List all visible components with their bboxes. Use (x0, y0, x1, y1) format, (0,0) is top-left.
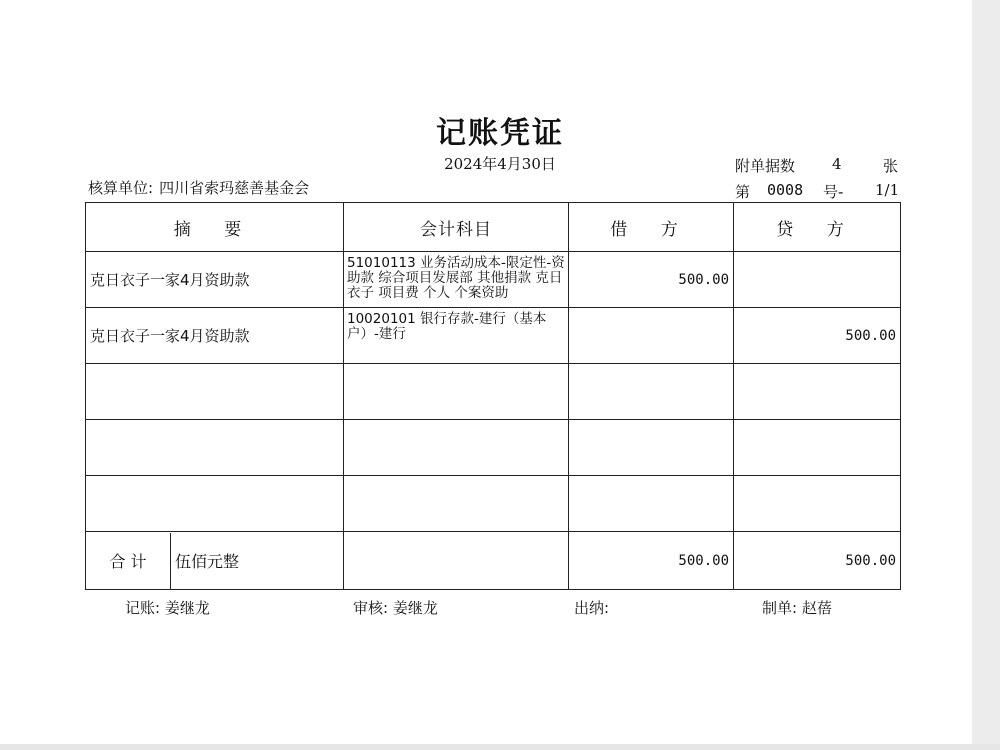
reviewer-name: 姜继龙 (392, 599, 438, 617)
row-debit (569, 364, 734, 420)
bookkeeper-label: 记账: (125, 599, 161, 617)
cashier-sign (574, 597, 609, 618)
attachments-label: 附单据数 (735, 157, 796, 175)
table-row (86, 364, 901, 420)
table-row (86, 252, 901, 308)
table-header-row (86, 203, 901, 252)
total-credit: 500.00 (734, 532, 901, 590)
cashier-label: 出纳: (574, 599, 610, 617)
bookkeeper-name: 姜继龙 (164, 599, 210, 617)
row-summary: 克日衣子一家4月资助款 (86, 252, 344, 308)
row-credit (734, 420, 901, 476)
voucher-title: 记账凭证 (436, 116, 564, 151)
voucher-number-value: 0008 (767, 181, 804, 199)
row-account: 51010113 业务活动成本-限定性-资助款 综合项目发展部 其他捐款 克日衣子 项目费 个人 个案资助 (344, 252, 569, 308)
row-account (344, 420, 569, 476)
attachments (735, 155, 899, 176)
voucher-date: 2024年4月30日 (444, 155, 556, 173)
row-credit (734, 476, 901, 532)
row-account (344, 364, 569, 420)
row-debit (569, 420, 734, 476)
attachments-unit: 张 (883, 157, 899, 175)
table-row (86, 420, 901, 476)
row-credit (734, 364, 901, 420)
voucher-table (85, 202, 901, 590)
table-row (86, 476, 901, 532)
voucher-number-label: 第 (735, 183, 751, 201)
preparer-label: 制单: (762, 599, 798, 617)
row-account: 10020101 银行存款-建行（基本户）-建行 (344, 308, 569, 364)
total-row (86, 532, 901, 590)
row-summary: 克日衣子一家4月资助款 (86, 308, 344, 364)
row-debit (569, 476, 734, 532)
row-summary (86, 476, 344, 532)
row-summary (86, 364, 344, 420)
row-credit: 500.00 (734, 308, 901, 364)
row-credit (734, 252, 901, 308)
accounting-unit-label: 核算单位: (88, 179, 154, 197)
preparer-sign (762, 597, 832, 618)
reviewer-label: 审核: (353, 599, 389, 617)
voucher-number-suffix: 号- (823, 183, 844, 201)
voucher-number (735, 181, 900, 202)
total-cell (86, 532, 344, 590)
attachments-count: 4 (832, 155, 842, 173)
reviewer-sign (353, 597, 438, 618)
header-debit: 借 方 (569, 203, 734, 252)
voucher-page-number: 1/1 (875, 181, 900, 199)
row-debit: 500.00 (569, 252, 734, 308)
total-label: 合 计 (86, 533, 171, 589)
row-account (344, 476, 569, 532)
bookkeeper-sign (125, 597, 210, 618)
row-debit (569, 308, 734, 364)
row-summary (86, 420, 344, 476)
table-row (86, 308, 901, 364)
header-account: 会计科目 (344, 203, 569, 252)
total-debit: 500.00 (569, 532, 734, 590)
accounting-unit-name: 四川省索玛慈善基金会 (159, 179, 310, 197)
preparer-name: 赵蓓 (801, 599, 832, 617)
scan-edge-bottom (0, 744, 1000, 750)
accounting-unit (88, 177, 309, 198)
total-words: 伍佰元整 (175, 552, 240, 571)
header-summary: 摘 要 (86, 203, 344, 252)
total-account-blank (344, 532, 569, 590)
header-credit: 贷 方 (734, 203, 901, 252)
